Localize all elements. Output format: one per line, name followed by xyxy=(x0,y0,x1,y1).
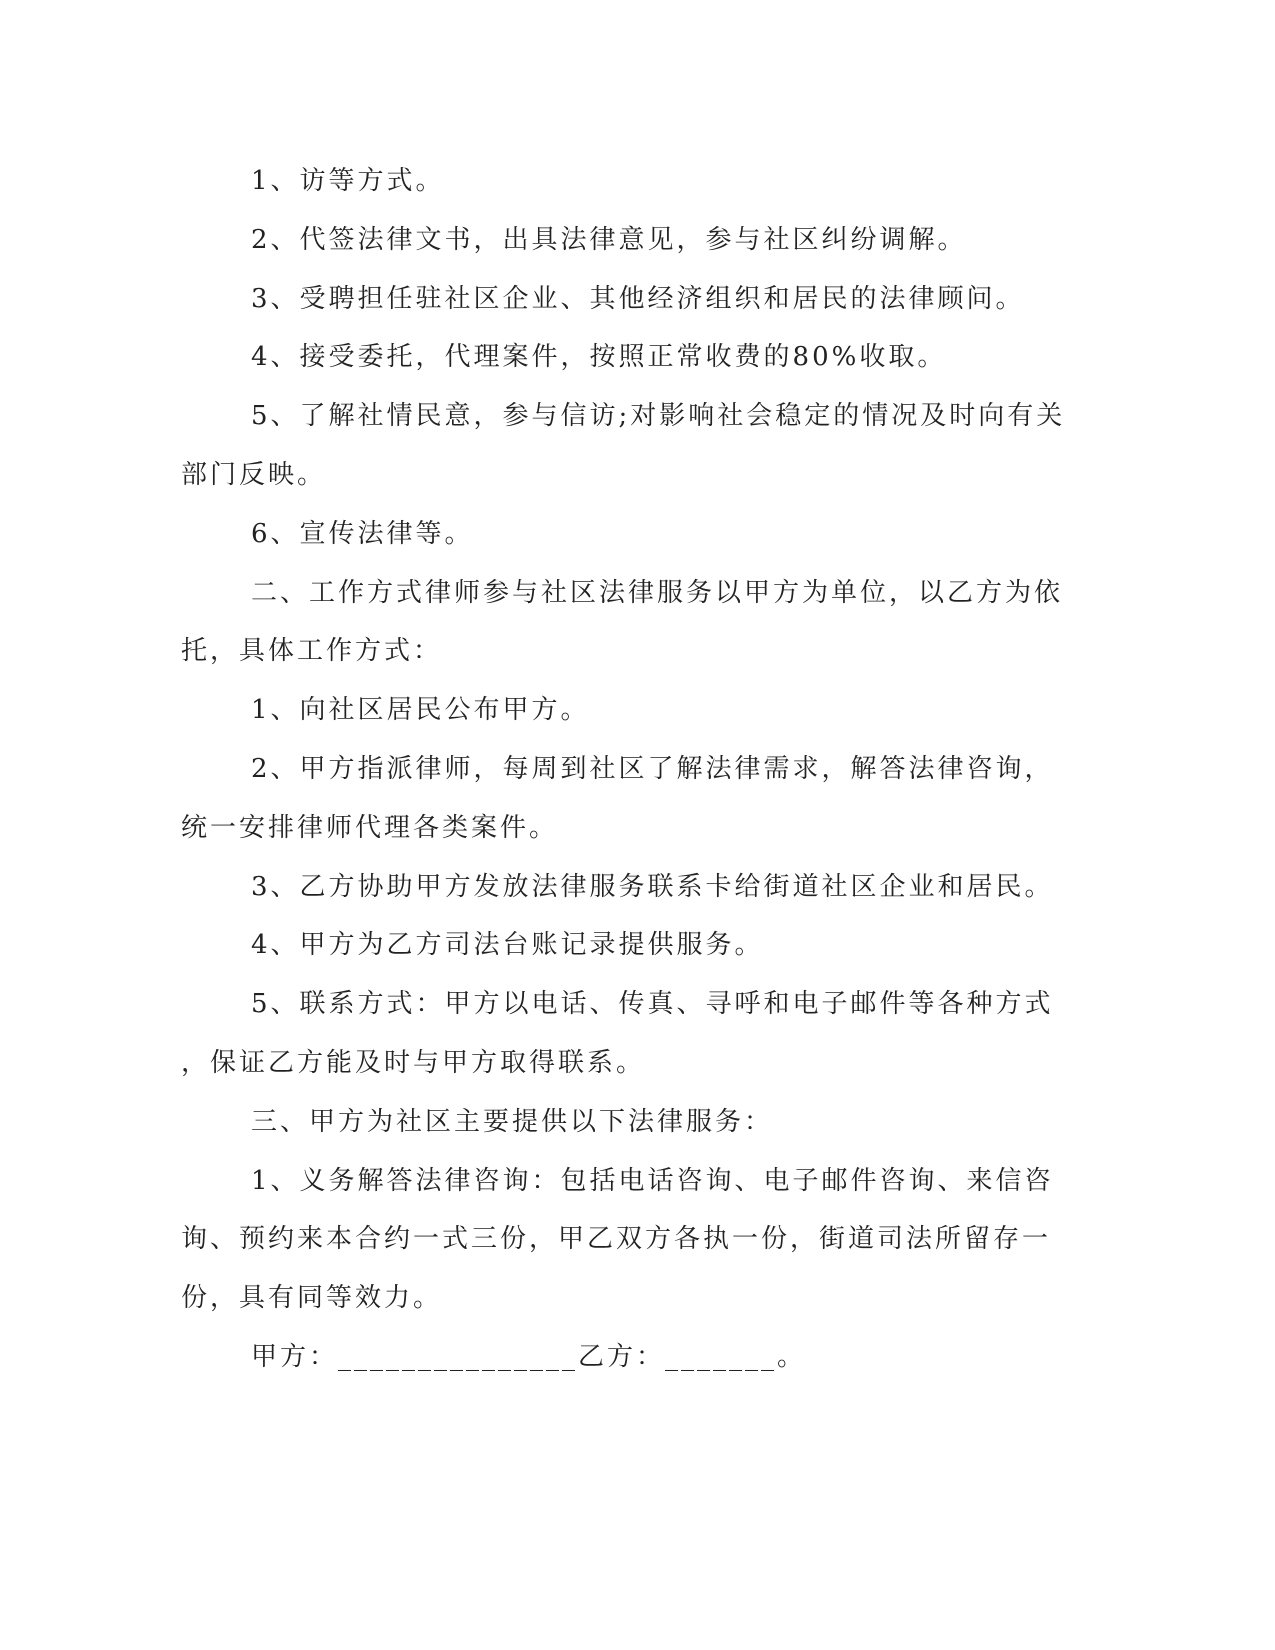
section-2-heading-continued: 托，具体工作方式： xyxy=(181,636,443,666)
item-5-public-opinion: 5、了解社情民意，参与信访;对影响社会稳定的情况及时向有关 xyxy=(251,401,1066,431)
item-2-legal-documents: 2、代签法律文书，出具法律意见，参与社区纠纷调解。 xyxy=(251,225,967,255)
item-4-case-agency: 4、接受委托，代理案件，按照正常收费的80%收取。 xyxy=(251,342,947,372)
section-2-item-2: 2、甲方指派律师，每周到社区了解法律需求，解答法律咨询， xyxy=(251,754,1054,784)
section-2-item-5-continued: ，保证乙方能及时与甲方取得联系。 xyxy=(181,1048,646,1078)
item-6-law-promotion: 6、宣传法律等。 xyxy=(251,519,474,549)
section-3-heading: 三、甲方为社区主要提供以下法律服务： xyxy=(251,1107,774,1137)
section-3-item-1-continued: 询、预约来本合约一式三份，甲乙双方各执一份，街道司法所留存一 xyxy=(181,1224,1052,1254)
section-2-item-2-continued: 统一安排律师代理各类案件。 xyxy=(181,813,559,843)
item-1-consult-methods: 1、访等方式。 xyxy=(251,166,445,196)
section-3-item-1: 1、义务解答法律咨询：包括电话咨询、电子邮件咨询、来信咨 xyxy=(251,1166,1054,1196)
section-2-item-5: 5、联系方式：甲方以电话、传真、寻呼和电子邮件等各种方式 xyxy=(251,989,1054,1019)
item-3-legal-advisor: 3、受聘担任驻社区企业、其他经济组织和居民的法律顾问。 xyxy=(251,284,1025,314)
section-3-item-1-end: 份，具有同等效力。 xyxy=(181,1283,443,1313)
section-2-heading: 二、工作方式律师参与社区法律服务以甲方为单位，以乙方为依 xyxy=(251,578,1064,608)
signature-line: 甲方：_______________乙方：_______。 xyxy=(251,1342,807,1372)
section-2-item-1: 1、向社区居民公布甲方。 xyxy=(251,695,590,725)
section-2-item-4: 4、甲方为乙方司法台账记录提供服务。 xyxy=(251,930,764,960)
item-5-continued: 部门反映。 xyxy=(181,460,327,490)
section-2-item-3: 3、乙方协助甲方发放法律服务联系卡给街道社区企业和居民。 xyxy=(251,872,1054,902)
